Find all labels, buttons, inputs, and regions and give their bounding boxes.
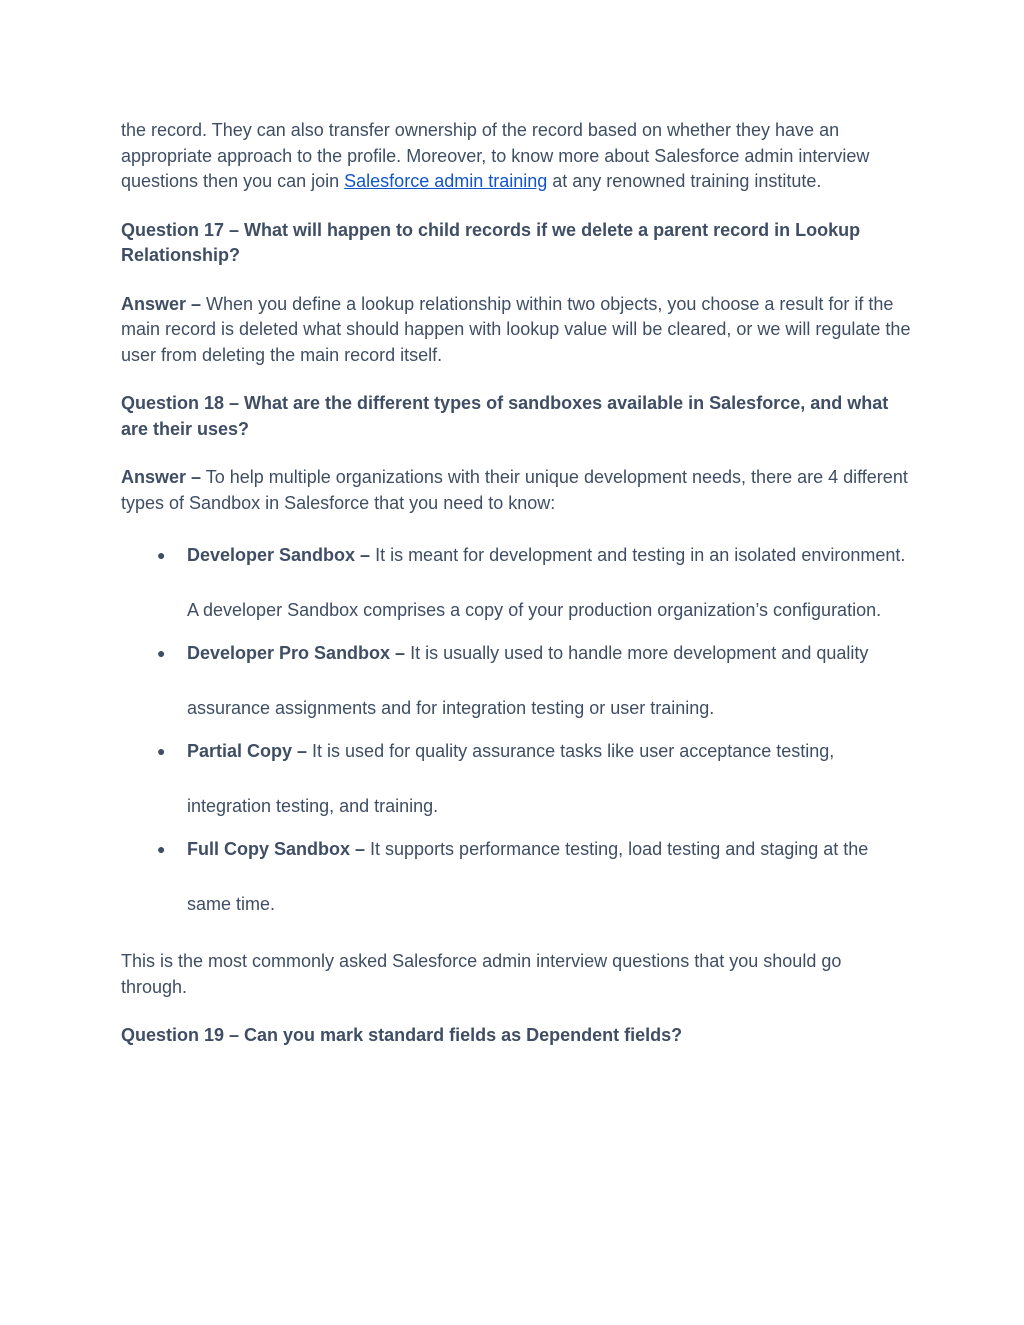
question-19-heading: Question 19 – Can you mark standard fields as Dependent fields? [121,1025,683,1045]
answer-18-text: To help multiple organizations with their unique development needs, there are 4 different types of Sandbox in Salesforce that you need to know: [121,467,908,513]
answer-label: Answer – [121,293,202,314]
list-item-developer-sandbox [121,528,911,638]
sandbox-types-list [121,528,911,932]
bullet-icon: ● [157,547,166,563]
intro-text: the record. They can also transfer ownership of the record based on whether they have an appropriate approach to the profile. Moreover, to know more about Salesforce admin interview questions then you can join [121,120,870,191]
list-item-developer-pro-sandbox [121,626,911,736]
list-item-text: It is meant for development and testing in an isolated environment. A developer Sandbox comprises a copy of your production organization’s configuration. [187,545,906,620]
list-item-text: It supports performance testing, load testing and staging at the same time. [187,839,869,914]
list-item-title: Partial Copy – [187,741,308,761]
list-item-title: Developer Sandbox – [187,545,371,565]
bullet-icon: ● [157,841,166,857]
bullet-icon: ● [157,743,166,759]
list-item-title: Developer Pro Sandbox – [187,643,406,663]
salesforce-admin-training-link[interactable]: Salesforce admin training [344,171,548,191]
list-item-full-copy-sandbox [121,822,911,932]
list-item-title: Full Copy Sandbox – [187,839,366,859]
intro-text-end: at any renowned training institute. [547,171,822,191]
document-page [121,118,911,1072]
answer-18-paragraph [121,465,911,516]
answer-17-text: When you define a lookup relationship within two objects, you choose a result for if the main record is deleted what should happen with lookup value will be cleared, or we will regulate the user from deleting the main record itself. [121,293,911,365]
question-18-heading: Question 18 – What are the different types of sandboxes available in Salesforce, and what are their uses? [121,393,889,439]
question-17-heading: Question 17 – What will happen to child records if we delete a parent record in Lookup Relationship? [121,219,861,265]
answer-label: Answer – [121,467,202,487]
list-item-partial-copy [121,724,911,834]
answer-17-paragraph [121,292,911,369]
list-item-text: It is usually used to handle more development and quality assurance assignments and for integration testing or user training. [187,643,869,718]
outro-paragraph: This is the most commonly asked Salesforce admin interview questions that you should go through. [121,951,842,997]
list-item-text: It is used for quality assurance tasks like user acceptance testing, integration testing, and training. [187,741,835,816]
intro-paragraph [121,118,911,195]
bullet-icon: ● [157,645,166,661]
